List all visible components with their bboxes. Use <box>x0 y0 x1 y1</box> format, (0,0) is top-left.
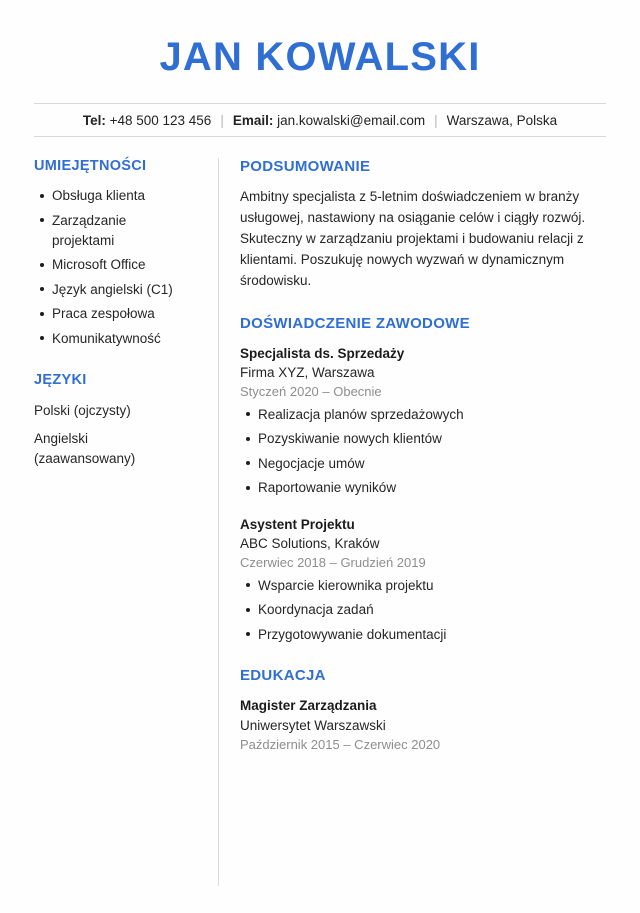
location-value: Warszawa, Polska <box>446 113 558 128</box>
school-name: Uniwersytet Warszawski <box>240 718 386 734</box>
education-section <box>240 667 606 754</box>
job-organization: Firma XYZ, Warszawa <box>240 365 375 381</box>
list-item: Polski (ojczysty) <box>34 402 131 418</box>
job-date-range: Czerwiec 2018 – Grudzień 2019 <box>240 554 426 570</box>
experience-heading: DOŚWIADCZENIE ZAWODOWE <box>240 314 470 332</box>
education-heading: EDUKACJA <box>240 667 326 685</box>
list-item: Praca zespołowa <box>52 304 186 324</box>
list-item: Raportowanie wyników <box>258 478 606 498</box>
summary-heading: PODSUMOWANIE <box>240 158 371 175</box>
list-item: Negocjacje umów <box>258 454 606 474</box>
list-item: Wsparcie kierownika projektu <box>258 576 606 596</box>
education-entry <box>240 696 606 754</box>
email-value: jan.kowalski@email.com <box>277 113 426 128</box>
email-label: Email: <box>232 113 274 128</box>
education-date-range: Październik 2015 – Czerwiec 2020 <box>240 736 441 752</box>
candidate-name: JAN KOWALSKI <box>159 35 481 79</box>
job-responsibilities <box>240 576 606 645</box>
experience-entry <box>240 515 606 645</box>
phone-value: +48 500 123 456 <box>109 113 212 128</box>
list-item: Język angielski (C1) <box>52 280 186 300</box>
list-item: Zarządzanie projektami <box>52 211 186 250</box>
skills-heading: UMIEJĘTNOŚCI <box>34 158 147 174</box>
list-item: Obsługa klienta <box>52 186 186 206</box>
list-item: Realizacja planów sprzedażowych <box>258 405 606 425</box>
contact-separator-2: | <box>434 113 438 128</box>
job-title: Asystent Projektu <box>240 516 355 532</box>
summary-section <box>240 158 606 292</box>
experience-entry <box>240 344 606 498</box>
sidebar-column <box>34 158 202 468</box>
contact-line <box>34 104 606 136</box>
skills-section <box>34 158 186 348</box>
list-item: Pozyskiwanie nowych klientów <box>258 429 606 449</box>
job-responsibilities <box>240 405 606 498</box>
degree-title: Magister Zarządzania <box>240 698 377 714</box>
languages-heading: JĘZYKI <box>34 372 87 389</box>
resume-header <box>34 0 606 137</box>
job-title: Specjalista ds. Sprzedaży <box>240 345 405 361</box>
job-date-range: Styczeń 2020 – Obecnie <box>240 383 382 399</box>
list-item: Komunikatywność <box>52 329 186 349</box>
list-item: Angielski (zaawansowany) <box>34 431 136 466</box>
job-organization: ABC Solutions, Kraków <box>240 536 380 552</box>
phone-label: Tel: <box>82 113 106 128</box>
list-item: Microsoft Office <box>52 255 186 275</box>
column-divider <box>218 158 219 886</box>
list-item: Przygotowywanie dokumentacji <box>258 625 606 645</box>
resume-body <box>34 158 606 757</box>
skills-list <box>34 186 186 348</box>
experience-section <box>240 315 606 645</box>
languages-section <box>34 372 186 468</box>
contact-separator-1: | <box>220 113 224 128</box>
list-item: Koordynacja zadań <box>258 600 606 620</box>
header-divider-bottom <box>34 136 606 137</box>
main-column <box>202 158 606 757</box>
summary-text: Ambitny specjalista z 5-letnim doświadczeniem w branży usługowej, nastawiony na osiąganie celów i ciągły rozwój. Skuteczny w zarządzaniu projektami i budowaniu relacji z klientami. Poszukuję nowych wyzwań w dynamicznym środowisku. <box>240 189 586 288</box>
